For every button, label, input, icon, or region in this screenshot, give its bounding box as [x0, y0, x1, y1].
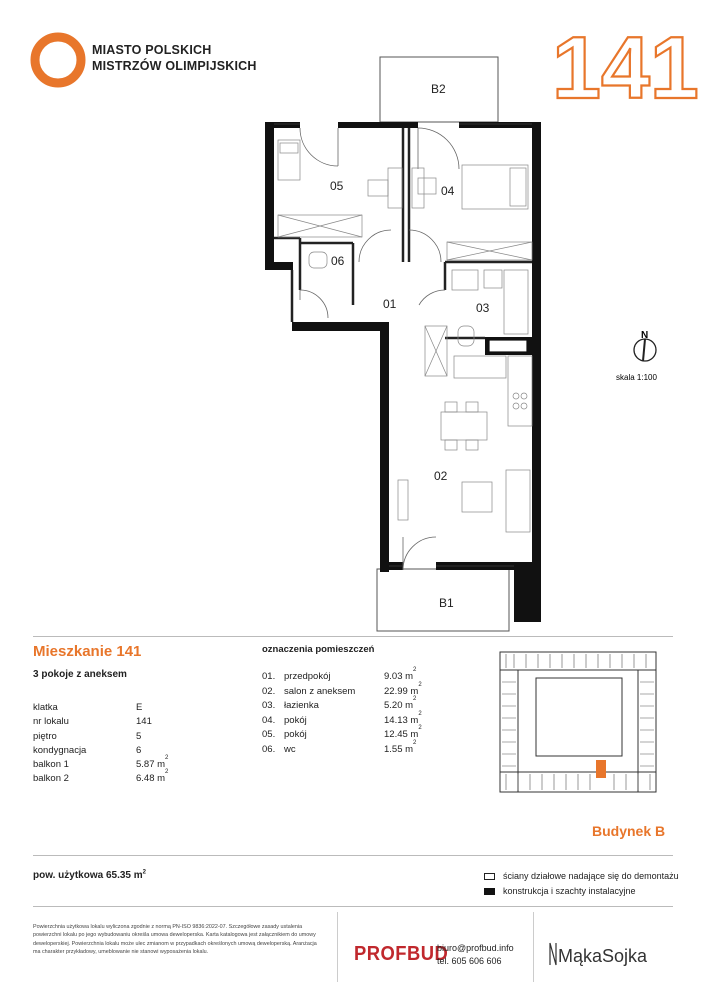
- info-value: E: [136, 702, 143, 713]
- info-value: 6: [136, 744, 142, 756]
- room-row: [262, 667, 422, 685]
- room-area: 1.55 m: [384, 743, 414, 755]
- info-value: 5.87 m: [136, 759, 166, 771]
- room-number: 03.: [262, 700, 276, 712]
- room-number: 01.: [262, 671, 276, 682]
- room-number: 04.: [262, 714, 276, 726]
- label-room-05: 05: [330, 179, 344, 193]
- apartment-title: Mieszkanie 141: [33, 643, 142, 660]
- developer-logo: PROFBUD: [354, 943, 449, 965]
- compass-icon: [634, 330, 656, 361]
- info-row: [33, 730, 168, 744]
- building-key-plan: [496, 648, 666, 798]
- room-area: 9.03 m: [384, 671, 414, 682]
- developer-contact: [437, 942, 514, 968]
- apartment-subtitle: 3 pokoje z aneksem: [33, 669, 127, 680]
- usable-area-label: pow. użytkowa 65.35 m: [33, 870, 143, 881]
- info-key: klatka: [33, 702, 58, 713]
- developer-phone[interactable]: tel. 605 606 606: [437, 956, 502, 966]
- label-b2: B2: [431, 82, 446, 96]
- room-number: 02.: [262, 685, 276, 697]
- apartment-info: [33, 701, 168, 787]
- legend-text: konstrukcja i szachty instalacyjne: [503, 886, 636, 896]
- disclaimer: Powierzchnia użytkowa lokalu wyliczona zgodnie z normą PN-ISO 9836:2022-07. Szczegółowe zasady ustalenia powierzchni lokalu po jego wybudowaniu określa umowa deweloperska. Karta katalogowa jest załącznikiem do umowy deweloperskiej. Powierzchnia lokalu może ulec zmianom w przypadkach określonych umową deweloperską. Aranżacja ma charakter przykładowy, umeblowanie nie stanowi wyposażenia lokalu.: [33, 924, 317, 955]
- info-row: [33, 701, 168, 715]
- scale-label: skala 1:100: [616, 373, 657, 382]
- room-area: 5.20 m: [384, 700, 414, 712]
- room-row: [262, 725, 422, 743]
- room-area-sup: 2: [418, 681, 422, 688]
- info-key: piętro: [33, 730, 57, 742]
- brand-line-1: MIASTO POLSKICH: [92, 43, 212, 57]
- info-row: [33, 755, 169, 772]
- rooms-heading: oznaczenia pomieszczeń: [262, 644, 375, 655]
- room-name: salon z aneksem: [284, 685, 356, 697]
- room-area-sup: 2: [413, 696, 417, 703]
- info-key: balkon 2: [33, 773, 69, 785]
- room-name: pokój: [284, 729, 307, 741]
- footer-separator: [337, 912, 338, 982]
- info-row: [33, 769, 169, 786]
- info-unit-sup: 2: [165, 769, 169, 776]
- legend-item: [484, 869, 679, 884]
- apartment-location-marker: [596, 760, 606, 778]
- room-row: [262, 696, 422, 714]
- label-room-04: 04: [441, 184, 455, 198]
- compass-letter: N: [641, 330, 649, 341]
- room-row: [262, 681, 422, 700]
- info-value: 6.48 m: [136, 773, 166, 785]
- info-value: 141: [136, 716, 152, 728]
- info-row: [33, 744, 168, 758]
- usable-area: [33, 870, 146, 881]
- label-room-03: 03: [476, 301, 490, 315]
- room-number: 06.: [262, 743, 276, 755]
- legend-swatch-solid: [484, 888, 495, 895]
- room-area: 22.99 m: [384, 685, 419, 697]
- apartment-number: 141: [552, 18, 699, 117]
- room-name: wc: [284, 743, 296, 755]
- room-area: 14.13 m: [384, 714, 419, 726]
- legend-item: [484, 884, 679, 899]
- room-area-sup: 2: [418, 725, 422, 732]
- room-area-sup: 2: [418, 710, 422, 717]
- info-unit-sup: 2: [165, 755, 169, 762]
- label-room-01: 01: [383, 297, 397, 311]
- divider-bottom: [33, 906, 673, 907]
- info-key: kondygnacja: [33, 744, 87, 756]
- footer-separator: [533, 912, 534, 982]
- room-area: 12.45 m: [384, 729, 419, 741]
- label-room-06: 06: [331, 254, 345, 268]
- info-key: nr lokalu: [33, 716, 69, 728]
- architect-logo: MąkaSojka: [558, 946, 648, 966]
- developer-email[interactable]: biuro@profbud.info: [437, 943, 514, 953]
- info-row: [33, 715, 168, 729]
- label-b1: B1: [439, 596, 454, 610]
- room-row: [262, 739, 422, 758]
- room-name: przedpokój: [284, 671, 331, 682]
- architect-logo-icon: [549, 941, 557, 967]
- room-name: pokój: [284, 714, 307, 726]
- room-number: 05.: [262, 729, 276, 741]
- label-room-02: 02: [434, 469, 448, 483]
- usable-area-sup: 2: [142, 869, 147, 876]
- brand-line-2: MISTRZÓW OLIMPIJSKICH: [92, 59, 257, 73]
- legend: [484, 869, 679, 899]
- divider-top: [33, 636, 673, 637]
- room-area-sup: 2: [413, 667, 417, 673]
- info-value: 5: [136, 730, 142, 742]
- room-name: łazienka: [284, 700, 319, 712]
- building-label: Budynek B: [592, 823, 666, 839]
- room-area-sup: 2: [413, 739, 417, 746]
- legend-text: ściany działowe nadające się do demontażu: [503, 871, 679, 881]
- room-row: [262, 710, 422, 729]
- rooms-list: [262, 667, 422, 758]
- divider-middle: [33, 855, 673, 856]
- legend-swatch-outline: [484, 873, 495, 880]
- info-key: balkon 1: [33, 759, 69, 771]
